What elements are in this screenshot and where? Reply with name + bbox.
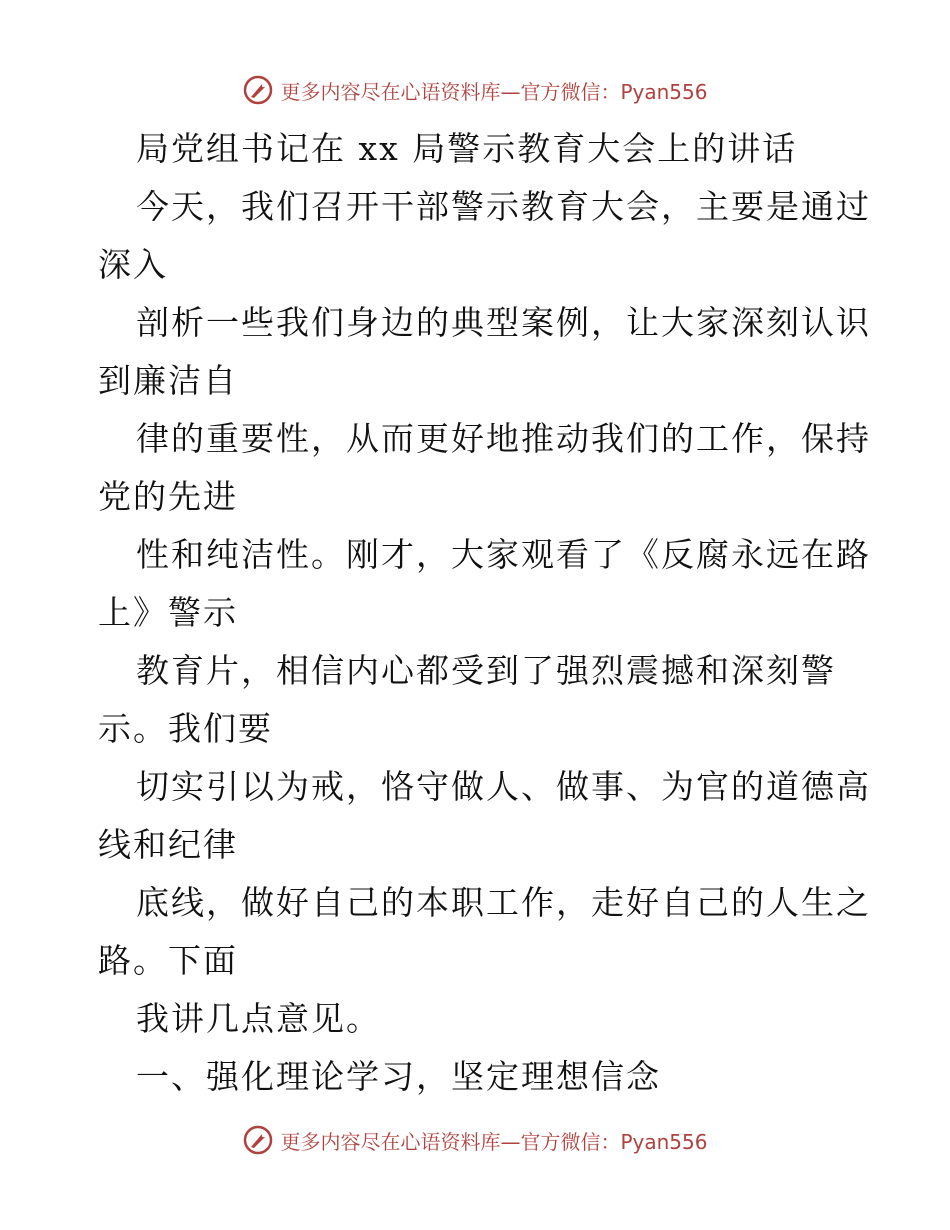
section-heading: 一、强化理论学习，坚定理想信念: [136, 1057, 661, 1096]
paragraph-line: 深入: [98, 245, 168, 284]
paragraph-line: 教育片，相信内心都受到了强烈震撼和深刻警: [136, 651, 836, 690]
document-title: 局党组书记在 xx 局警示教育大会上的讲话: [136, 129, 798, 168]
pen-nib-logo-icon: [242, 74, 274, 106]
paragraph-line: 剖析一些我们身边的典型案例，让大家深刻认识: [136, 303, 871, 342]
header-watermark-banner: [0, 70, 950, 110]
paragraph-line: 党的先进: [98, 477, 238, 516]
paragraph-line: 路。下面: [98, 941, 238, 980]
paragraph-line: 性和纯洁性。刚才，大家观看了《反腐永远在路: [136, 535, 871, 574]
paragraph-line: 律的重要性，从而更好地推动我们的工作，保持: [136, 419, 871, 458]
paragraph-line: 底线，做好自己的本职工作，走好自己的人生之: [136, 883, 871, 922]
paragraph-line: 示。我们要: [98, 709, 273, 748]
paragraph-line: 到廉洁自: [98, 361, 238, 400]
paragraph-line: 今天，我们召开干部警示教育大会，主要是通过: [136, 187, 871, 226]
paragraph-line: 切实引以为戒，恪守做人、做事、为官的道德高: [136, 767, 871, 806]
paragraph-line: 我讲几点意见。: [136, 999, 381, 1038]
paragraph-line: 上》警示: [98, 593, 238, 632]
footer-watermark-text: 更多内容尽在心语资料库—官方微信：Pyan556: [280, 1129, 708, 1154]
header-watermark-text: 更多内容尽在心语资料库—官方微信：Pyan556: [280, 79, 708, 104]
footer-watermark-banner: [0, 1120, 950, 1160]
paragraph-line: 线和纪律: [98, 825, 238, 864]
pen-nib-logo-icon: [242, 1124, 274, 1156]
